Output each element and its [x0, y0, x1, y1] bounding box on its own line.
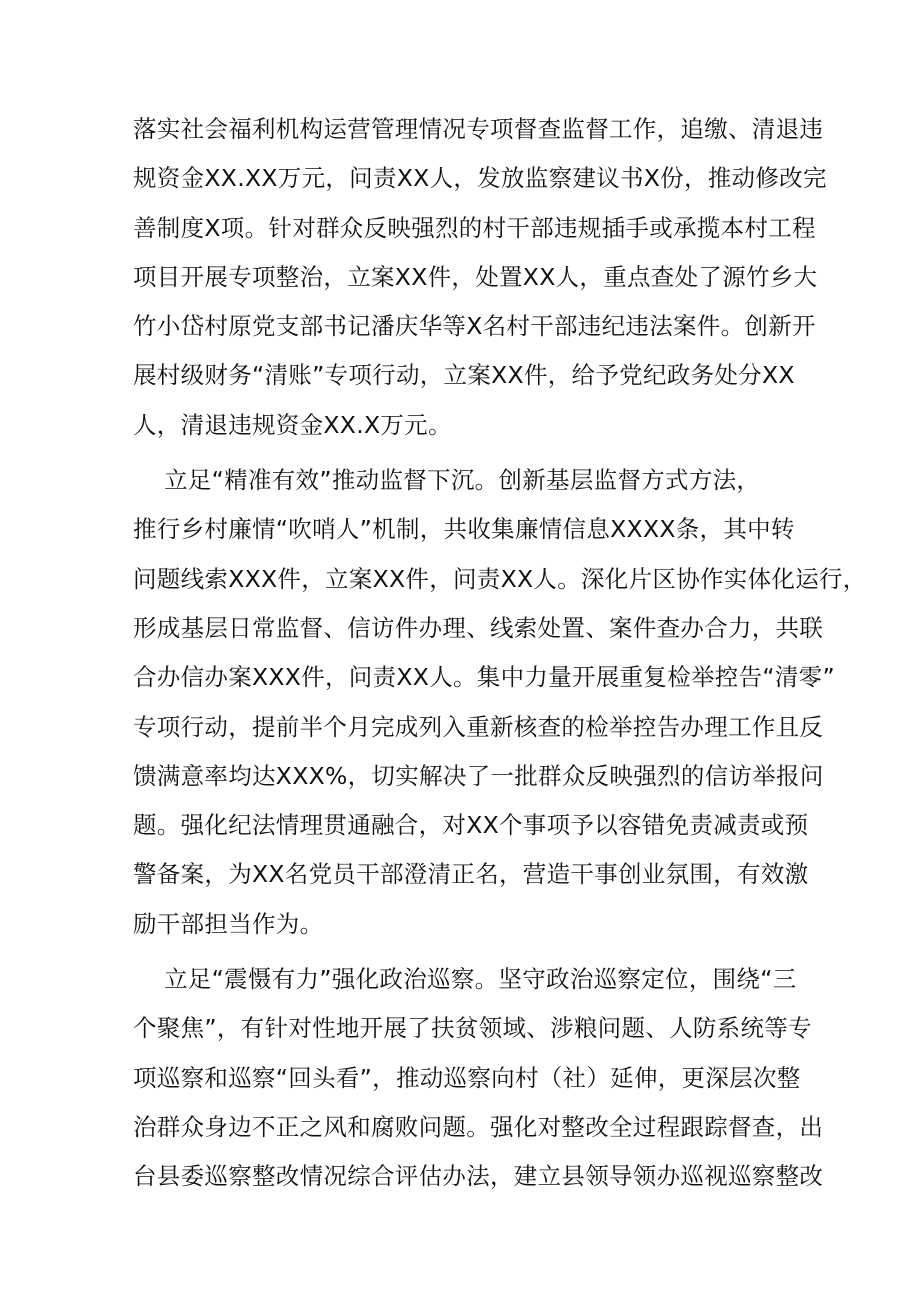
text-line: 项巡察和巡察“回头看”，推动巡察向村（社）延伸，更深层次整 [133, 1063, 801, 1092]
body-text [133, 105, 867, 1202]
text-line: 落实社会福利机构运营管理情况专项督查监督工作，追缴、清退违 [133, 115, 824, 143]
text-line: 治群众身边不正之风和腐败问题。强化对整改全过程跟踪督查，出 [133, 1112, 824, 1141]
text-line: 个聚焦”，有针对性地开展了扶贫领域、涉粮问题、人防系统等专 [133, 1014, 812, 1043]
text-line: 项目开展专项整治，立案XX件，处置XX人，重点查处了源竹乡大 [133, 262, 818, 291]
text-line: 题。强化纪法情理贯通融合，对XX个事项予以容错免责减责或预 [133, 811, 809, 840]
text-line: 警备案，为XX名党员干部澄清正名，营造干事创业氛围，有效激 [133, 860, 809, 889]
text-line: 专项行动，提前半个月完成列入重新核查的检举控告办理工作且反 [133, 712, 824, 741]
text-line: 规资金XX.XX万元，问责XX人，发放监察建议书X份，推动修改完 [133, 164, 827, 193]
text-line: 人，清退违规资金XX.X万元。 [133, 410, 452, 439]
text-line: 台县委巡察整改情况综合评估办法，建立县领导领办巡视巡察整改 [133, 1162, 824, 1191]
paragraph-heading-line: 立足“震慑有力”强化政治巡察。坚守政治巡察定位，围绕“三 [133, 965, 797, 994]
text-line: 励干部担当作为。 [133, 909, 324, 938]
text-line: 善制度X项。针对群众反映强烈的村干部违规插手或承揽本村工程 [133, 213, 816, 242]
text-line: 推行乡村廉情“吹哨人”机制，共收集廉情信息XXXX条，其中转 [133, 515, 795, 544]
text-line: 合办信办案XXX件，问责XX人。集中力量开展重复检举控告“清零” [133, 663, 835, 692]
text-line: 竹小岱村原党支部书记潘庆华等X名村干部违纪违法案件。创新开 [133, 312, 816, 341]
text-line: 馈满意率均达XXX%，切实解决了一批群众反映强烈的信访举报问 [133, 761, 824, 790]
paragraph-heading-line: 立足“精准有效”推动监督下沉。创新基层监督方式方法， [133, 466, 761, 495]
text-line: 问题线索XXX件，立案XX件，问责XX人。深化片区协作实体化运行， [133, 564, 867, 593]
text-line: 展村级财务“清账”专项行动，立案XX件，给予党纪政务处分XX [133, 361, 795, 390]
text-line: 形成基层日常监督、信访件办理、线索处置、案件查办合力，共联 [133, 613, 824, 642]
